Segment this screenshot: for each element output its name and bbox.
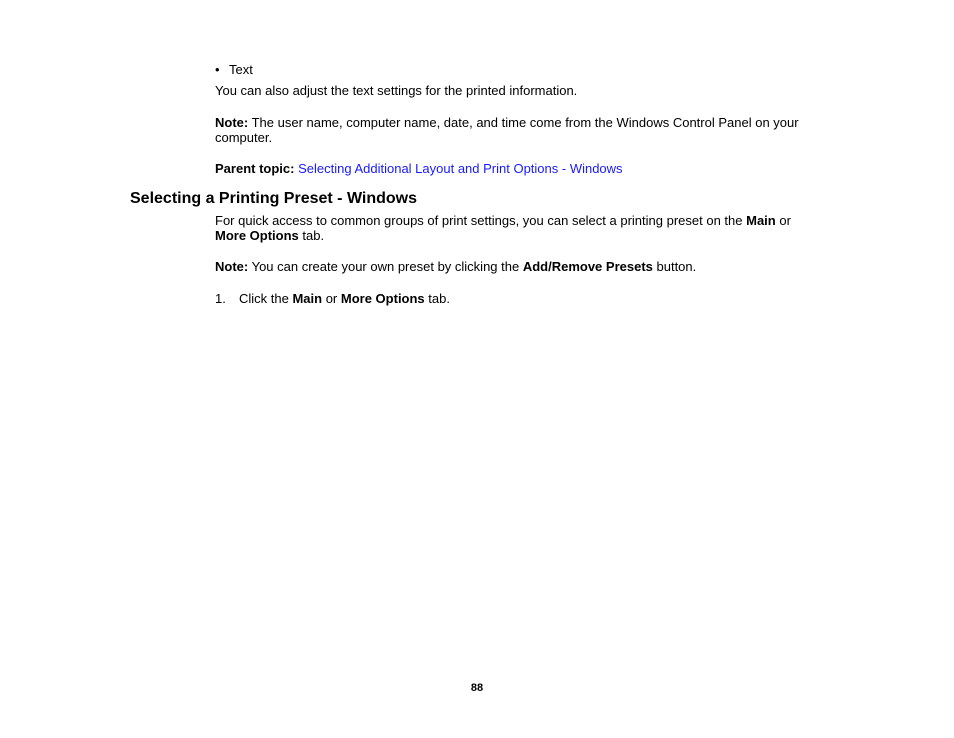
step-text-2: or — [322, 291, 341, 306]
bullet-symbol: • — [215, 62, 220, 77]
section-note — [215, 259, 825, 274]
step-number: 1. — [215, 291, 226, 306]
intro-text-3: tab. — [298, 228, 325, 243]
intro-text-2: or — [775, 213, 791, 228]
note-label: Note: — [215, 115, 249, 130]
section-intro — [215, 213, 825, 243]
page-number: 88 — [470, 682, 484, 694]
section-note-label: Note: — [215, 259, 249, 274]
intro-main: Main — [746, 213, 776, 228]
parent-topic-label: Parent topic: — [215, 161, 295, 176]
step-text-3: tab. — [424, 291, 450, 306]
parent-topic-link[interactable]: Selecting Additional Layout and Print Options - Windows — [298, 161, 623, 176]
adjust-text-paragraph: You can also adjust the text settings for the printed information. — [215, 83, 578, 98]
note-paragraph — [215, 115, 825, 145]
bullet-list-item — [215, 62, 253, 77]
step-text — [239, 291, 450, 306]
step-text-1: Click the — [239, 291, 293, 306]
parent-topic — [215, 161, 825, 176]
section-heading: Selecting a Printing Preset - Windows — [130, 190, 418, 207]
intro-more-options: More Options — [215, 228, 299, 243]
section-note-button-name: Add/Remove Presets — [522, 259, 653, 274]
step-more-options: More Options — [340, 291, 425, 306]
note-text: The user name, computer name, date, and time come from the Windows Control Panel on your computer. — [215, 115, 799, 145]
section-note-text-2: button. — [652, 259, 697, 274]
section-note-text-1: You can create your own preset by clicking the — [248, 259, 523, 274]
step-1 — [215, 291, 450, 306]
bullet-text: Text — [229, 62, 253, 77]
step-main: Main — [292, 291, 323, 306]
intro-text-1: For quick access to common groups of print settings, you can select a printing preset on the — [215, 213, 747, 228]
